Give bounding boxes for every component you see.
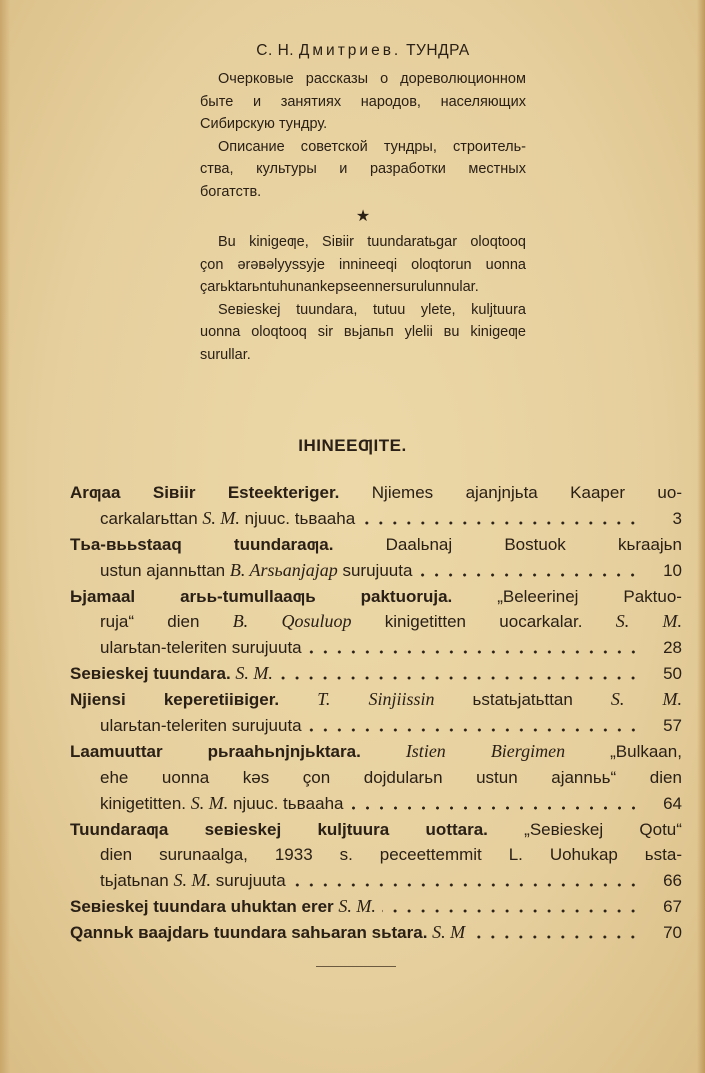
word: uonna	[200, 324, 241, 340]
entry-text: kьraajьn	[617, 534, 682, 554]
page-edge-shadow	[0, 0, 10, 1073]
entry-author: S. M.	[235, 663, 273, 684]
entry-text: Kaaper	[570, 483, 625, 502]
entry-text: surujuuta	[215, 871, 286, 891]
word: tutuu	[373, 301, 406, 318]
entry-text: Njiemes	[371, 483, 434, 502]
toc-line	[70, 558, 682, 584]
entry-text: dien	[649, 767, 682, 787]
word: советской	[300, 138, 368, 155]
entry-author: T.	[317, 689, 331, 710]
entry-text: ьsta-	[644, 845, 682, 865]
entry-text: uo-	[657, 483, 682, 502]
toc-line	[70, 584, 682, 610]
entry-title: Ьjamaal	[70, 586, 136, 606]
toc-line-text	[70, 532, 682, 558]
entry-text: surunaalga,	[159, 845, 248, 865]
entry-text: kinigetitten	[384, 612, 467, 632]
entry-title: paktuoruja.	[360, 586, 453, 606]
entry-text: „Beleerinej	[497, 586, 579, 606]
toc-line-text	[100, 842, 682, 868]
entry-text: Uohukap	[549, 845, 618, 865]
entry-text: dojdularьn	[363, 767, 443, 787]
entry-text: peceettemmit	[379, 845, 482, 865]
entry-text: njuuc. tьʙaaha	[244, 508, 356, 528]
word: sir	[317, 324, 334, 340]
toc-line	[70, 894, 682, 920]
entry-text: ajannьь“	[551, 767, 617, 787]
word: inninееqi	[339, 256, 398, 273]
text-line	[200, 136, 526, 159]
toc-line	[70, 532, 682, 558]
word: рассказы	[305, 71, 369, 87]
book-advertisement	[200, 42, 526, 366]
entry-text: Paktuo-	[623, 586, 682, 606]
dot-leader	[308, 650, 640, 654]
toc-line	[70, 868, 682, 894]
word: surullar.	[200, 346, 251, 363]
entry-author: B.	[232, 611, 249, 632]
entry-title: seʙieskej	[204, 819, 282, 839]
word: быте	[200, 93, 234, 110]
text-line	[200, 231, 526, 254]
entry-title: Qannьk ʙaajdarь tuundara sahьaran sьtara.	[70, 923, 428, 943]
dot-leader	[350, 806, 641, 810]
page-number: 10	[663, 560, 682, 580]
word: Bu	[218, 234, 236, 250]
book-title: ТУНДРА	[406, 42, 470, 59]
entry-author: S.	[615, 611, 630, 632]
word: строитель-	[452, 138, 526, 155]
text-line	[200, 299, 526, 322]
page-number: 66	[663, 871, 682, 891]
text-line	[200, 158, 526, 181]
word: kinigeƣe	[470, 324, 526, 340]
word: разработки	[369, 161, 446, 177]
entry-text: kəs	[242, 767, 270, 787]
entry-author: S. M.	[173, 870, 211, 891]
word: kinigeƣe,	[249, 234, 309, 250]
page-number: 70	[663, 923, 682, 943]
entry-author: B. Arsьanjajap	[229, 559, 338, 580]
entry-author: S.	[610, 689, 625, 710]
entry-title: kuljtuura	[317, 819, 390, 839]
entry-author: S. M	[432, 922, 466, 943]
dot-leader	[292, 883, 640, 887]
entry-text: dien	[100, 845, 133, 865]
word: ʙu	[443, 324, 460, 340]
word: Сибирскую тундру.	[200, 116, 328, 132]
toc-line	[70, 920, 682, 946]
entry-author: Biergimen	[490, 740, 566, 761]
word: ərəʙəlyyssyje	[237, 256, 325, 273]
word: ства,	[200, 161, 234, 177]
entry-text: uocarkalar.	[499, 612, 583, 632]
entry-title: keperetiiʙiger.	[163, 690, 280, 710]
word: ʙьjaпьп	[343, 324, 394, 340]
entry-text: ularьtan-teleriten surujuuta	[100, 638, 302, 658]
dot-leader	[308, 728, 640, 732]
page-number: 57	[663, 716, 682, 736]
toc-line	[70, 480, 682, 506]
word: yleliі	[404, 324, 433, 340]
word: oloqtooq	[251, 324, 307, 340]
toc-line-text	[70, 480, 682, 506]
text-line	[200, 276, 526, 299]
entry-title: pьraahьnjnjьktara.	[207, 741, 361, 761]
text-line	[200, 321, 526, 344]
word: ylete,	[420, 301, 456, 318]
word: Siʙiir	[322, 234, 354, 250]
yakut-description	[200, 231, 526, 366]
entry-text: ehe	[100, 767, 129, 787]
entry-text: Qotu“	[639, 819, 682, 839]
entry-title: Siʙiir	[152, 483, 196, 502]
toc-line	[70, 609, 682, 635]
word: oloqtooq	[470, 234, 526, 250]
toc-line-text	[70, 687, 682, 713]
page-number: 64	[663, 793, 682, 813]
toc-line	[70, 687, 682, 713]
entry-text: 1933	[274, 845, 313, 865]
divider	[316, 966, 396, 967]
text-line	[200, 254, 526, 277]
russian-description	[200, 68, 526, 203]
entry-author: Istien	[405, 740, 446, 761]
word: и	[252, 93, 262, 110]
entry-text: s.	[339, 845, 353, 865]
author-initials: С. Н.	[256, 42, 295, 59]
word: богатств.	[200, 183, 262, 200]
toc-line	[70, 661, 682, 687]
entry-text: ajanjnjьta	[465, 483, 538, 502]
word: surulunnular.	[395, 279, 479, 295]
entry-author: M.	[662, 689, 682, 710]
word: о	[380, 71, 389, 87]
toc-line	[70, 713, 682, 739]
word: tuhunan	[267, 279, 320, 295]
entry-text: njuuc. tьʙaaha	[232, 793, 344, 813]
entry-title: Esteekteriger.	[227, 483, 340, 502]
word: kuljtuura	[471, 301, 526, 318]
entry-text: ruja“	[100, 612, 135, 632]
entry-text: tьjatьnan	[100, 871, 169, 891]
page-number: 50	[663, 664, 682, 684]
dot-leader	[279, 676, 640, 680]
entry-text: ustun	[476, 767, 518, 787]
word: uonna	[485, 256, 526, 273]
entry-title: Seʙieskej tuundara.	[70, 664, 231, 684]
word: çon	[200, 256, 224, 273]
table-of-contents	[70, 480, 682, 946]
word: занятиях	[280, 93, 342, 110]
word: çarьktarьn	[200, 279, 268, 295]
toc-line	[70, 842, 682, 868]
toc-line	[70, 739, 682, 765]
word: тундры,	[383, 138, 437, 155]
dot-leader	[418, 573, 640, 577]
word: культуры	[256, 161, 317, 177]
entry-text: „Bulkaan,	[610, 741, 682, 761]
toc-line	[70, 765, 682, 791]
toc-line-text	[100, 609, 682, 635]
word: и	[339, 161, 348, 177]
word: Очерковые	[218, 71, 294, 87]
advert-title	[200, 42, 526, 68]
text-line	[200, 181, 526, 204]
entry-title: tuundaraƣa.	[233, 534, 334, 554]
entry-text: „Seʙieskej	[524, 819, 604, 839]
text-line	[200, 68, 526, 91]
entry-text: surujuuta	[342, 560, 413, 580]
toc-line	[70, 791, 682, 817]
text-line	[200, 344, 526, 367]
author-surname: Дмитриев.	[298, 42, 402, 59]
text-line	[200, 113, 526, 136]
entry-author: M.	[662, 611, 682, 632]
word: tuundaratьgar	[367, 234, 458, 250]
entry-text: ustun ajannьttan	[100, 560, 226, 580]
entry-text: L.	[508, 845, 523, 865]
word: Seʙieskej	[218, 301, 281, 318]
entry-author: S. M.	[338, 896, 376, 917]
dot-leader	[471, 935, 640, 939]
entry-title: Laamuuttar	[70, 741, 163, 761]
entry-text: Bostuok	[504, 534, 566, 554]
entry-title: Njiensi	[70, 690, 126, 710]
entry-text: uonna	[161, 767, 210, 787]
word: tuundara,	[296, 301, 358, 318]
entry-text: çon	[302, 767, 331, 787]
entry-author: S. M.	[202, 507, 240, 528]
page-number: 3	[672, 508, 682, 528]
entry-title: uottara.	[425, 819, 488, 839]
word: дореволюционном	[400, 71, 526, 87]
word: oloqtorun	[411, 256, 472, 273]
toc-line-text	[70, 739, 682, 765]
page-edge-shadow	[697, 0, 705, 1073]
entry-text: dien	[167, 612, 200, 632]
entry-author: S. M.	[190, 792, 229, 813]
contents-heading: IHINEEƢITE.	[298, 436, 407, 455]
entry-title: Tьa-ʙььstaaq	[70, 534, 182, 554]
toc-line	[70, 817, 682, 843]
word: населяющих	[440, 93, 526, 110]
entry-text: ьstatьjatьttan	[472, 690, 573, 710]
word: kepseenner	[319, 279, 396, 295]
entry-author: Sinjiissin	[368, 689, 435, 710]
word: местных	[468, 161, 526, 177]
toc-line-text	[70, 817, 682, 843]
page-number: 67	[663, 897, 682, 917]
entry-text: carkalarьttan	[100, 508, 198, 528]
word: Описание	[218, 138, 285, 155]
dot-leader	[361, 521, 640, 525]
star-ornament: ★	[355, 208, 371, 225]
dot-leader	[382, 909, 640, 913]
entry-text: Daalьnaj	[385, 534, 453, 554]
entry-text: ularьtan-teleriten surujuuta	[100, 716, 302, 736]
entry-author: Qosuluop	[281, 611, 352, 632]
page-number: 28	[663, 638, 682, 658]
toc-line	[70, 635, 682, 661]
entry-title: Arƣaa	[70, 483, 121, 502]
entry-title: arьь-tumullaaƣь	[180, 586, 316, 606]
toc-line-text	[70, 584, 682, 610]
text-line	[200, 91, 526, 114]
word: народов,	[360, 93, 421, 110]
entry-text: kinigetitten.	[100, 793, 186, 813]
toc-line-text	[100, 765, 682, 791]
toc-line	[70, 506, 682, 532]
entry-title: Seʙieskej tuundara uhuktan erer	[70, 897, 334, 917]
entry-title: Tuundaraƣa	[70, 819, 169, 839]
